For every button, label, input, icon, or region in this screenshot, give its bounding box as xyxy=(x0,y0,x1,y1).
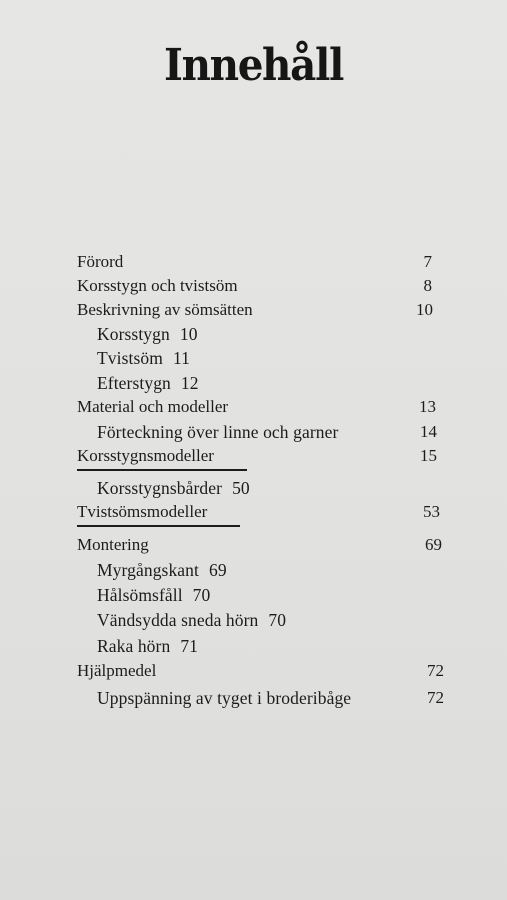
toc-label: Raka hörn xyxy=(97,636,171,656)
toc-label: Material och modeller xyxy=(77,397,229,416)
toc-entry-halsomsfall xyxy=(97,585,210,605)
toc-entry-myrgangskant xyxy=(97,560,227,580)
toc-label: Korsstygnsmodeller xyxy=(77,446,214,465)
toc-page-number: 7 xyxy=(423,252,432,271)
toc-page-number: 12 xyxy=(180,373,199,393)
toc-entry-korsstygnsbarder xyxy=(97,478,250,498)
toc-entry-tvistsom xyxy=(97,348,190,368)
toc-label: Tvistsöm xyxy=(97,348,163,368)
toc-entry-tvistsomsmodeller xyxy=(77,502,207,522)
toc-entry-raka-horn xyxy=(97,636,198,656)
toc-label: Korsstygn och tvistsöm xyxy=(77,276,238,295)
toc-page-number: 69 xyxy=(208,560,227,580)
toc-label: Vändsydda sneda hörn xyxy=(97,610,259,630)
toc-label: Korsstygn xyxy=(97,324,170,344)
toc-entry-forteckning xyxy=(97,422,338,442)
toc-page-number: 10 xyxy=(416,300,433,319)
toc-label: Myrgångskant xyxy=(97,560,199,580)
toc-page-number: 14 xyxy=(420,422,437,441)
toc-page-number: 50 xyxy=(232,478,250,498)
toc-page-number: 53 xyxy=(423,502,440,521)
toc-page-number: 72 xyxy=(427,661,444,680)
toc-label: Beskrivning av sömsätten xyxy=(77,300,253,319)
toc-entry-hjalpmedel xyxy=(77,661,156,681)
page-title: Innehåll xyxy=(164,40,343,91)
toc-entry-efterstygn xyxy=(97,373,199,393)
toc-entry-forord xyxy=(77,252,123,272)
toc-page-number: 8 xyxy=(423,276,432,295)
toc-page-number: 69 xyxy=(425,535,442,554)
toc-page-number: 10 xyxy=(179,324,198,344)
toc-label: Hjälpmedel xyxy=(77,661,157,680)
toc-page-number: 11 xyxy=(172,348,191,368)
toc-page-number: 72 xyxy=(427,688,444,707)
toc-page-number: 15 xyxy=(420,446,437,465)
toc-entry-montering xyxy=(77,535,149,555)
toc-label: Förord xyxy=(77,252,124,271)
toc-entry-korsstygn xyxy=(97,324,198,344)
toc-label: Korsstygnsbårder xyxy=(97,478,223,498)
toc-page-number: 13 xyxy=(419,397,436,416)
toc-label: Tvistsömsmodeller xyxy=(77,502,208,521)
toc-label: Montering xyxy=(77,535,149,554)
toc-label: Hålsömsfåll xyxy=(97,585,183,605)
toc-entry-korsstygnsmodeller xyxy=(77,446,214,466)
toc-entry-uppspanning xyxy=(97,688,351,708)
toc-entry-beskrivning xyxy=(77,300,253,320)
toc-page-number: 70 xyxy=(268,610,287,630)
toc-entry-korsstygn-och-tvistsom xyxy=(77,276,238,296)
toc-label: Förteckning över linne och garner xyxy=(97,422,339,442)
toc-entry-vandsydda xyxy=(97,610,286,630)
toc-entry-material xyxy=(77,397,228,417)
section-divider xyxy=(77,525,240,527)
toc-page-number: 71 xyxy=(180,636,199,656)
toc-page-number: 70 xyxy=(192,585,211,605)
section-divider xyxy=(77,469,247,471)
toc-label: Uppspänning av tyget i broderibåge xyxy=(97,688,352,708)
toc-label: Efterstygn xyxy=(97,373,171,393)
